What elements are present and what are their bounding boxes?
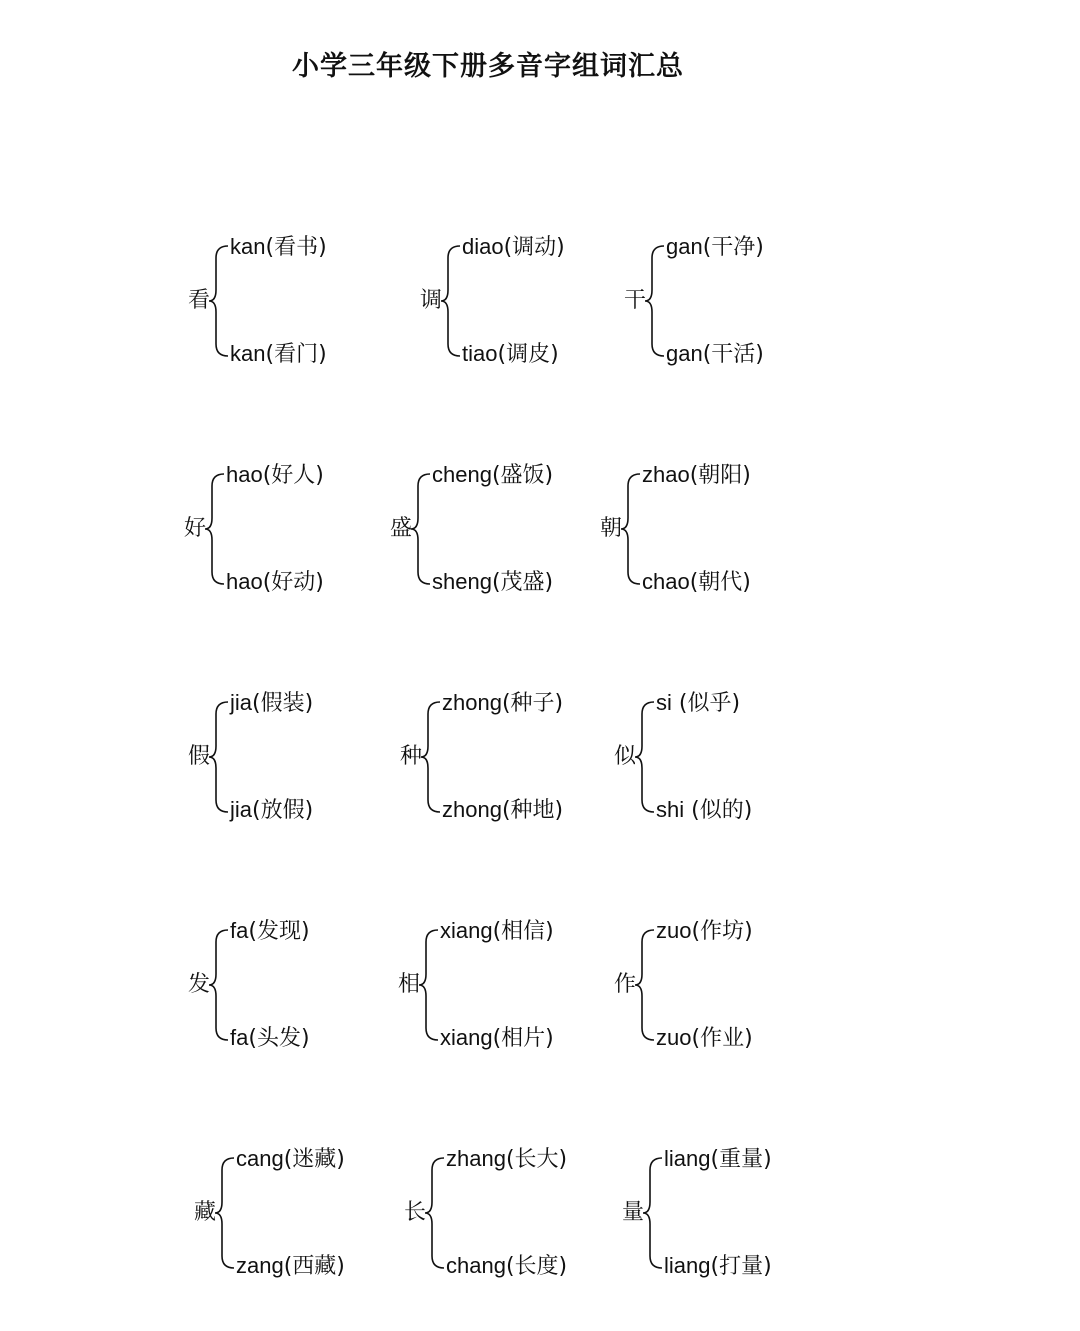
entry-kan	[188, 236, 388, 366]
pinyin: hao	[226, 569, 263, 594]
entry-hao	[184, 464, 384, 594]
entry-cheng	[390, 464, 590, 594]
entry-si	[614, 692, 814, 822]
reading-top	[666, 236, 764, 259]
reading-bottom	[462, 343, 559, 366]
example-word: (朝阳)	[689, 463, 751, 488]
pinyin: zhang	[446, 1146, 506, 1171]
brace-icon	[440, 244, 462, 358]
brace-icon	[204, 472, 226, 586]
reading-bottom	[230, 1027, 310, 1050]
example-word: (假装)	[252, 691, 314, 716]
pinyin: xiang	[440, 918, 493, 943]
reading-bottom	[656, 1027, 753, 1050]
reading-bottom	[440, 1027, 554, 1050]
entry-character: 干	[624, 288, 647, 313]
reading-top	[446, 1148, 567, 1171]
example-word: (似的)	[684, 798, 753, 823]
example-word: (调皮)	[497, 342, 559, 367]
brace-icon	[620, 472, 642, 586]
reading-bottom	[446, 1255, 567, 1278]
pinyin: sheng	[432, 569, 492, 594]
example-word: (干活)	[702, 342, 764, 367]
reading-bottom	[664, 1255, 772, 1278]
entry-character: 好	[184, 516, 207, 541]
reading-bottom	[226, 571, 324, 594]
example-word: (种子)	[501, 691, 564, 716]
pinyin: zhong	[442, 690, 502, 715]
brace-icon	[208, 928, 230, 1042]
entry-liang	[622, 1148, 822, 1278]
example-word: (西藏)	[283, 1254, 345, 1279]
entry-character: 调	[420, 288, 443, 313]
entry-character: 发	[188, 972, 211, 997]
example-word: (盛饭)	[491, 463, 554, 488]
reading-top	[664, 1148, 772, 1171]
entry-diao	[420, 236, 620, 366]
example-word: (好动)	[262, 570, 324, 595]
entry-zhong	[400, 692, 600, 822]
pinyin: gan	[666, 341, 703, 366]
brace-icon	[418, 928, 440, 1042]
pinyin: fa	[230, 1025, 249, 1050]
entry-character: 量	[622, 1200, 645, 1225]
example-word: (相片)	[492, 1026, 554, 1051]
example-word: (重量)	[710, 1147, 772, 1172]
example-word: (茂盛)	[491, 570, 554, 595]
brace-icon	[208, 244, 230, 358]
pinyin: shi	[656, 797, 685, 822]
reading-top	[230, 692, 313, 715]
entry-character: 看	[188, 288, 211, 313]
example-word: (好人)	[262, 463, 324, 488]
example-word: (迷藏)	[283, 1147, 345, 1172]
reading-bottom	[656, 799, 752, 822]
page-title: 小学三年级下册多音字组词汇总	[292, 51, 684, 82]
example-word: (放假)	[252, 798, 314, 823]
entry-zhao	[600, 464, 800, 594]
pinyin: xiang	[440, 1025, 493, 1050]
example-word: (看门)	[265, 342, 327, 367]
entry-character: 作	[614, 972, 637, 997]
pinyin: chang	[446, 1253, 506, 1278]
pinyin: zhao	[642, 462, 690, 487]
pinyin: jia	[230, 690, 253, 715]
reading-top	[656, 692, 740, 715]
entry-zhang	[404, 1148, 604, 1278]
pinyin: zuo	[656, 918, 692, 943]
brace-icon	[208, 700, 230, 814]
pinyin: jia	[230, 797, 253, 822]
brace-icon	[424, 1156, 446, 1270]
pinyin: gan	[666, 234, 703, 259]
entry-character: 种	[400, 744, 423, 769]
entry-character: 盛	[390, 516, 413, 541]
pinyin: zhong	[442, 797, 502, 822]
example-word: (种地)	[501, 798, 564, 823]
pinyin: kan	[230, 234, 266, 259]
example-word: (打量)	[710, 1254, 772, 1279]
reading-bottom	[666, 343, 764, 366]
entry-character: 相	[398, 972, 421, 997]
pinyin: chao	[642, 569, 690, 594]
example-word: (长大)	[505, 1147, 568, 1172]
reading-bottom	[442, 799, 563, 822]
reading-top	[432, 464, 553, 487]
reading-bottom	[432, 571, 553, 594]
example-word: (相信)	[492, 919, 554, 944]
reading-bottom	[230, 799, 313, 822]
example-word: (发现)	[248, 919, 310, 944]
entry-character: 朝	[600, 516, 623, 541]
pinyin: cang	[236, 1146, 284, 1171]
pinyin: cheng	[432, 462, 492, 487]
reading-bottom	[236, 1255, 345, 1278]
pinyin: zang	[236, 1253, 284, 1278]
example-word: (看书)	[265, 235, 327, 260]
entry-xiang	[398, 920, 598, 1050]
example-word: (作坊)	[691, 919, 753, 944]
brace-icon	[410, 472, 432, 586]
entry-fa	[188, 920, 388, 1050]
brace-icon	[634, 928, 656, 1042]
example-word: (似乎)	[671, 691, 741, 716]
reading-top	[230, 920, 310, 943]
entry-jia	[188, 692, 388, 822]
reading-top	[462, 236, 565, 259]
pinyin: tiao	[462, 341, 498, 366]
entry-character: 假	[188, 744, 211, 769]
pinyin: zuo	[656, 1025, 692, 1050]
example-word: (调动)	[503, 235, 565, 260]
reading-top	[442, 692, 563, 715]
entry-character: 似	[614, 744, 637, 769]
pinyin: kan	[230, 341, 266, 366]
example-word: (头发)	[248, 1026, 310, 1051]
entry-character: 长	[404, 1200, 427, 1225]
pinyin: si	[656, 690, 672, 715]
pinyin: liang	[664, 1146, 711, 1171]
brace-icon	[634, 700, 656, 814]
pinyin: hao	[226, 462, 263, 487]
entry-cang	[194, 1148, 394, 1278]
entry-zuo	[614, 920, 814, 1050]
pinyin: fa	[230, 918, 249, 943]
entry-gan	[624, 236, 824, 366]
reading-top	[656, 920, 753, 943]
reading-top	[230, 236, 327, 259]
example-word: (朝代)	[689, 570, 751, 595]
reading-top	[440, 920, 554, 943]
brace-icon	[420, 700, 442, 814]
reading-top	[642, 464, 751, 487]
reading-bottom	[230, 343, 327, 366]
brace-icon	[214, 1156, 236, 1270]
brace-icon	[642, 1156, 664, 1270]
entry-character: 藏	[194, 1200, 217, 1225]
pinyin: liang	[664, 1253, 711, 1278]
reading-top	[236, 1148, 345, 1171]
example-word: (作业)	[691, 1026, 753, 1051]
brace-icon	[644, 244, 666, 358]
reading-top	[226, 464, 324, 487]
pinyin: diao	[462, 234, 504, 259]
example-word: (长度)	[505, 1254, 568, 1279]
reading-bottom	[642, 571, 751, 594]
example-word: (干净)	[702, 235, 764, 260]
